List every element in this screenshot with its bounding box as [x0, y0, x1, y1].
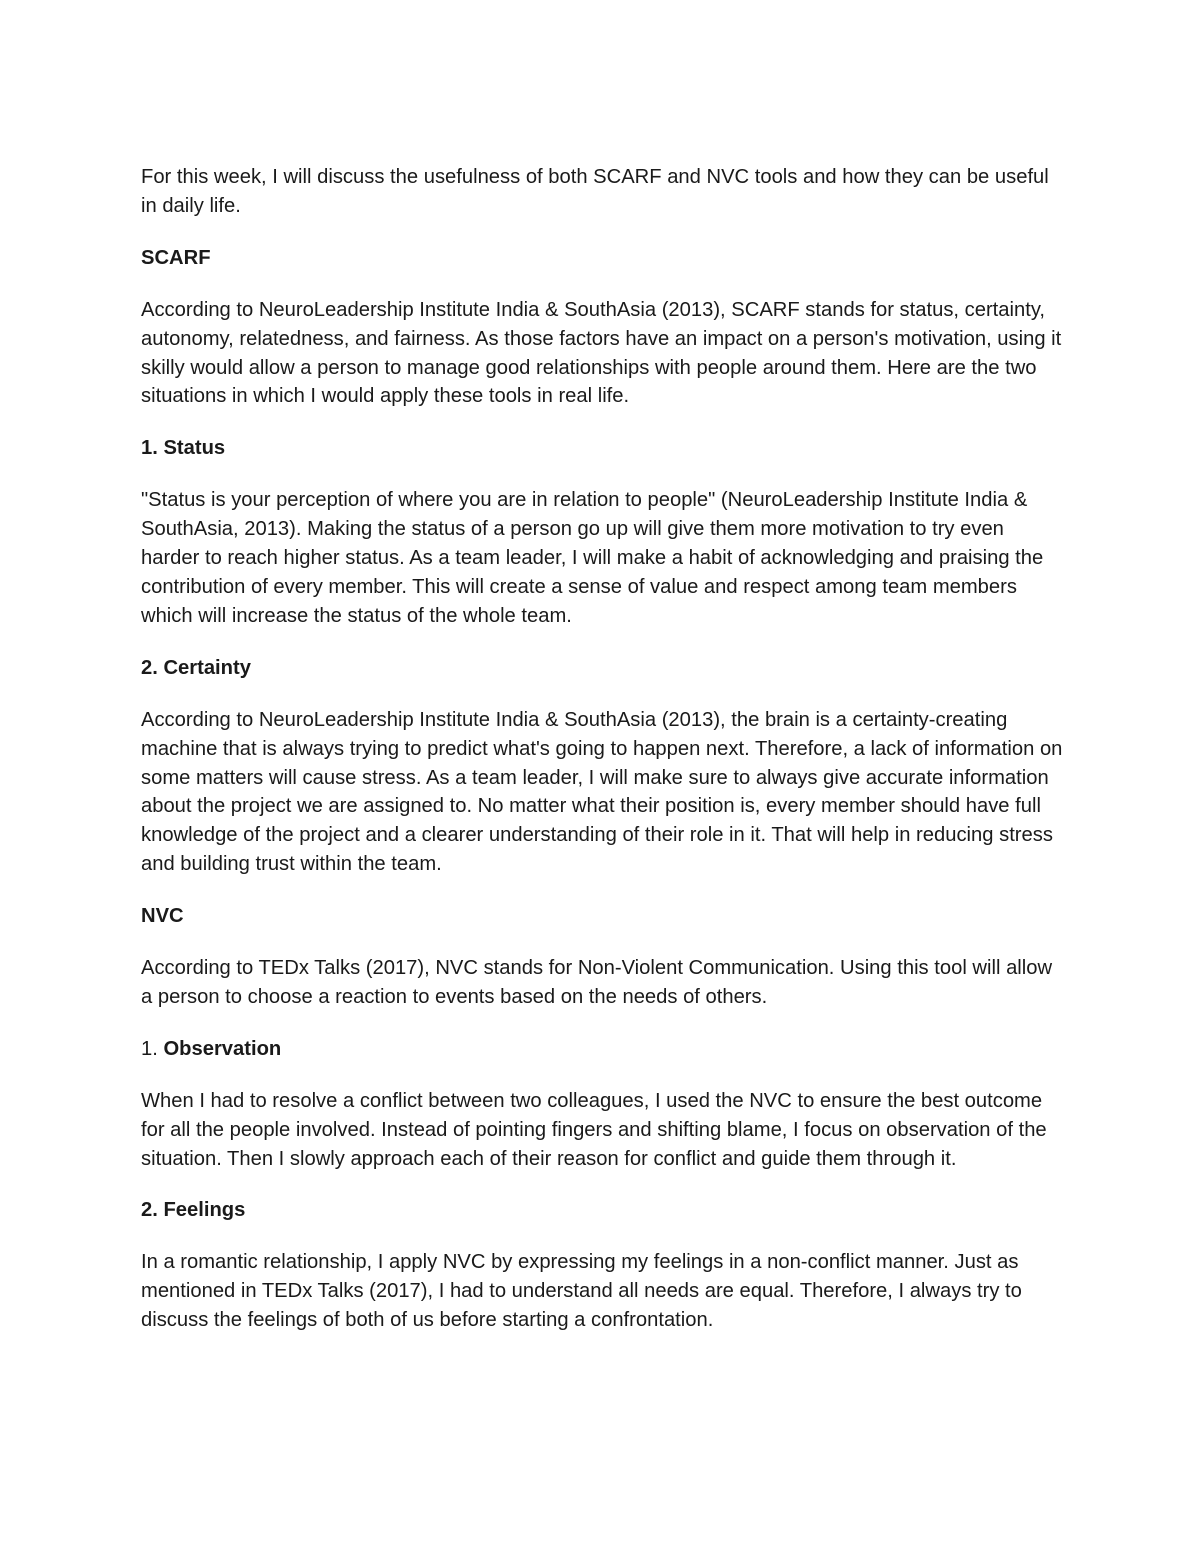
observation-heading: [141, 1035, 1066, 1064]
feelings-paragraph: In a romantic relationship, I apply NVC by expressing my feelings in a non-conflict manner. Just as mentioned in TEDx Talks (2017), I had to understand all needs are equal. Therefore, I always try to discuss the feelings of both of us before starting a confrontation.: [141, 1251, 1022, 1332]
feelings-heading: 2. Feelings: [141, 1199, 246, 1222]
scarf-intro-paragraph: According to NeuroLeadership Institute India & SouthAsia (2013), SCARF stands for status, certainty, autonomy, relatedness, and fairness. As those factors have an impact on a person's motivation, using it skilly would allow a person to manage good relationships with people around them. Here are the two situations in which I would apply these tools in real life.: [141, 298, 1062, 408]
status-heading: 1. Status: [141, 437, 226, 460]
document-body: [141, 163, 1066, 1358]
observation-number: 1.: [141, 1037, 164, 1060]
intro-paragraph: For this week, I will discuss the usefulness of both SCARF and NVC tools and how they can be useful in daily life.: [141, 166, 1049, 217]
certainty-paragraph: According to NeuroLeadership Institute India & SouthAsia (2013), the brain is a certainty-creating machine that is always trying to predict what's going to happen next. Therefore, a lack of information on some matters will cause stress. As a team leader, I will make sure to always give accurate information about the project we are assigned to. No matter what their position is, every member should have full knowledge of the project and a clearer understanding of their role in it. That will help in reducing stress and building trust within the team.: [141, 708, 1063, 876]
nvc-heading: NVC: [141, 905, 184, 928]
scarf-heading: SCARF: [141, 246, 211, 269]
nvc-intro-paragraph: According to TEDx Talks (2017), NVC stands for Non-Violent Communication. Using this tool will allow a person to choose a reaction to events based on the needs of others.: [141, 957, 1053, 1008]
status-paragraph: "Status is your perception of where you are in relation to people" (NeuroLeadership Institute India & SouthAsia, 2013). Making the status of a person go up will give them more motivation to try even harder to reach higher status. As a team leader, I will make a habit of acknowledging and praising the contribution of every member. This will create a sense of value and respect among team members which will increase the status of the whole team.: [141, 489, 1044, 627]
certainty-heading: 2. Certainty: [141, 656, 251, 679]
observation-title: Observation: [163, 1037, 282, 1060]
observation-paragraph: When I had to resolve a conflict between two colleagues, I used the NVC to ensure the best outcome for all the people involved. Instead of pointing fingers and shifting blame, I focus on observation of the situation. Then I slowly approach each of their reason for conflict and guide them through it.: [141, 1089, 1047, 1170]
